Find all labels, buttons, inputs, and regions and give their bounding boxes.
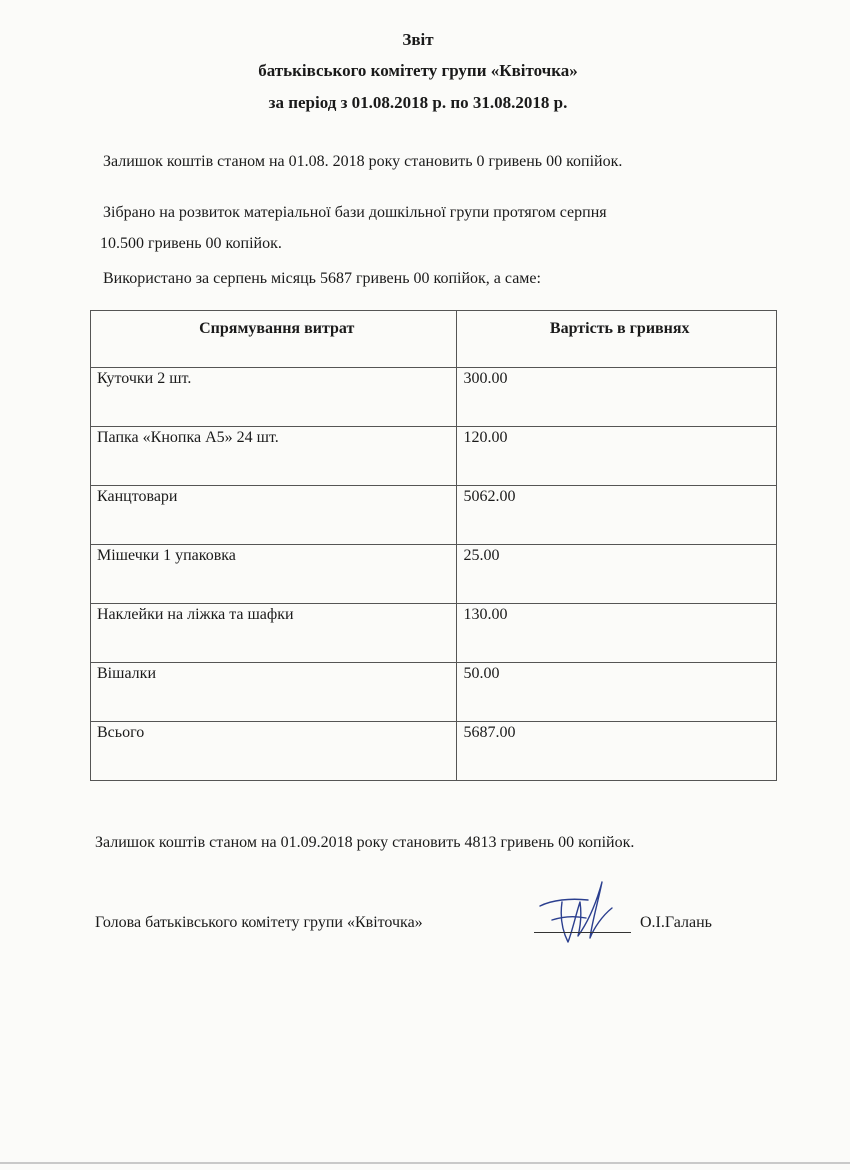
total-cost: 5687.00 (457, 722, 777, 781)
collected-text-line2: 10.500 гривень 00 копійок. (100, 235, 282, 252)
spent-text: Використано за серпень місяць 5687 гривень 00 копійок, а саме: (103, 270, 541, 287)
table-row-total (91, 722, 777, 781)
table-row (91, 604, 777, 663)
report-title: Звіт (402, 30, 434, 49)
table-header-row (91, 311, 777, 368)
table-row (91, 545, 777, 604)
closing-balance-text: Залишок коштів станом на 01.09.2018 року становить 4813 гривень 00 копійок. (95, 834, 635, 851)
expense-item: Куточки 2 шт. (91, 368, 457, 427)
collected-text-line1: Зібрано на розвиток матеріальної бази дошкільної групи протягом серпня (103, 204, 607, 221)
signatory-name: О.І.Галань (640, 914, 712, 931)
expense-item: Наклейки на ліжка та шафки (91, 604, 457, 663)
expense-item: Канцтовари (91, 486, 457, 545)
handwritten-signature (532, 872, 632, 952)
signatory-title: Голова батьківського комітету групи «Квіточка» (95, 914, 423, 931)
table-row (91, 368, 777, 427)
table-row (91, 663, 777, 722)
table-row (91, 486, 777, 545)
expense-cost: 130.00 (457, 604, 777, 663)
column-header-purpose: Спрямування витрат (91, 311, 457, 368)
column-header-cost: Вартість в гривнях (457, 311, 777, 368)
expense-cost: 300.00 (457, 368, 777, 427)
expense-item: Папка «Кнопка А5» 24 шт. (91, 427, 457, 486)
signature-line (534, 932, 631, 933)
report-subtitle-period: за період з 01.08.2018 р. по 31.08.2018 р. (268, 93, 568, 112)
expense-cost: 50.00 (457, 663, 777, 722)
report-subtitle-committee: батьківського комітету групи «Квіточка» (258, 61, 578, 80)
total-label: Всього (91, 722, 457, 781)
expense-cost: 120.00 (457, 427, 777, 486)
expense-item: Мішечки 1 упаковка (91, 545, 457, 604)
expense-item: Вішалки (91, 663, 457, 722)
scan-edge-divider (0, 1162, 850, 1164)
expense-cost: 25.00 (457, 545, 777, 604)
expense-cost: 5062.00 (457, 486, 777, 545)
table-row (91, 427, 777, 486)
expenses-table (90, 310, 777, 781)
opening-balance-text: Залишок коштів станом на 01.08. 2018 року становить 0 гривень 00 копійок. (103, 153, 623, 170)
